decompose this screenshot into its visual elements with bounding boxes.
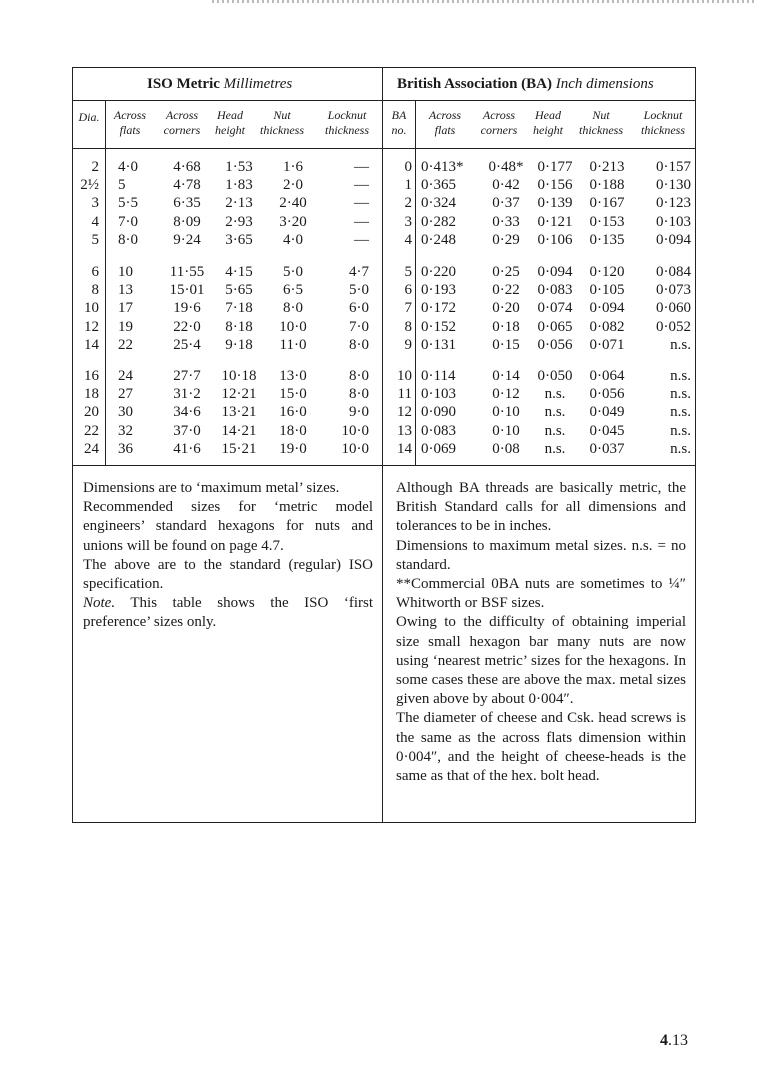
ba-cell: 0·123 (656, 195, 691, 212)
ba-cell: 0·114 (421, 368, 456, 384)
ba-note-paragraph: Owing to the difficulty of obtaining imperial size small hexagon bar many nuts are now using ‘nearest metric’ sizes for the hexagons. In some cases these are above the max. metal sizes given above by about 0·004″. (396, 614, 686, 708)
iso-cell: — (354, 159, 369, 175)
scan-edge-marks (212, 0, 757, 3)
ba-cell: 7 (404, 300, 412, 317)
iso-cell: 10 (84, 300, 99, 317)
ba-cell: 0·10 (492, 404, 520, 421)
ba-cell: 4 (404, 231, 412, 248)
iso-cell: 8·0 (349, 336, 369, 353)
header-text: Head (217, 108, 243, 122)
ba-header-5 (569, 108, 633, 138)
ba-cell: 0·172 (421, 300, 456, 317)
header-text: height (533, 123, 563, 137)
ba-cell: 0·106 (537, 231, 573, 248)
header-text: corners (163, 123, 201, 137)
ba-note-paragraph: The diameter of cheese and Csk. head screws is the same as the across flats dimension within 0·004″, and the height of cheese-heads is the same as that of the hex. bolt head. (396, 710, 686, 785)
ba-note-paragraph: Dimensions to maximum metal sizes. n.s. = no standard. (396, 537, 686, 573)
iso-cell: 9·18 (225, 336, 253, 353)
ba-cell: 0·177 (537, 159, 573, 175)
ba-cell: 0·065 (537, 318, 573, 335)
iso-cell: 3 (91, 195, 99, 212)
iso-cell: 36 (118, 440, 133, 457)
header-text: Head (535, 108, 561, 122)
iso-header-1 (73, 110, 105, 125)
iso-cell: 8·0 (118, 231, 138, 248)
ba-cell: 0·08 (492, 440, 520, 457)
ba-cell: n.s. (670, 404, 691, 421)
ba-cell: 0 (404, 159, 412, 175)
ba-cell: 0·153 (589, 213, 625, 230)
iso-cell: 22 (84, 422, 99, 439)
iso-cell: 15·0 (279, 386, 307, 403)
ba-cell: 13 (397, 422, 412, 439)
ba-header-1 (382, 108, 416, 138)
ba-cell: n.s. (670, 422, 691, 439)
ba-note-paragraph: Although BA threads are basically metric, the British Standard calls for all dimensions and tolerances to be in inches. (396, 480, 686, 535)
ba-cell: 0·324 (421, 195, 456, 212)
iso-cell: 8·0 (349, 386, 369, 403)
header-text: thickness (641, 123, 685, 137)
ba-cell: n.s. (670, 386, 691, 403)
iso-cell: 13 (118, 282, 133, 299)
iso-cell: 18·0 (279, 422, 307, 439)
ba-header-4 (523, 108, 573, 138)
ba-cell: n.s. (670, 336, 691, 353)
iso-header-3 (155, 108, 209, 138)
ba-cell: 0·052 (656, 318, 691, 335)
iso-cell: 30 (118, 404, 133, 421)
ba-cell: 5 (404, 264, 412, 280)
ba-header-6 (629, 108, 697, 138)
iso-cell: 24 (84, 440, 99, 457)
iso-cell: 5 (118, 177, 126, 194)
header-text: Locknut (327, 108, 367, 122)
iso-cell: 14·21 (221, 422, 257, 439)
iso-cell: 5·0 (283, 264, 303, 280)
ba-cell: 0·29 (492, 231, 520, 248)
ba-cell: n.s. (544, 440, 566, 457)
iso-cell: 4·15 (225, 264, 253, 280)
iso-cell: 2·40 (279, 195, 307, 212)
iso-cell: 7·0 (118, 213, 138, 230)
iso-cell: 24 (118, 368, 133, 384)
ba-cell: 0·14 (492, 368, 520, 384)
iso-cell: 17 (118, 300, 133, 317)
iso-cell: 37·0 (173, 422, 201, 439)
header-text: Across (482, 108, 516, 122)
ba-cell: 10 (397, 368, 412, 384)
ba-cell: 11 (397, 386, 412, 403)
iso-cell: 32 (118, 422, 133, 439)
ba-cell: 6 (404, 282, 412, 299)
ba-cell: 0·130 (656, 177, 691, 194)
ba-cell: 0·045 (589, 422, 625, 439)
ba-cell: 0·10 (492, 422, 520, 439)
ba-cell: 0·193 (421, 282, 456, 299)
iso-cell: 16·0 (279, 404, 307, 421)
iso-cell: 5·5 (118, 195, 138, 212)
iso-title: ISO Metric Millimetres (147, 76, 293, 92)
iso-cell: 8·0 (283, 300, 303, 317)
iso-cell: 27·7 (173, 368, 201, 384)
iso-cell: 19 (118, 318, 133, 335)
ba-notes (396, 479, 686, 786)
iso-cell: 7·0 (349, 318, 369, 335)
ba-cell: 0·060 (656, 300, 691, 317)
ba-cell: 0·282 (421, 213, 456, 230)
iso-cell: 15·01 (169, 282, 205, 299)
header-text: Across (165, 108, 199, 122)
iso-cell: 5·0 (349, 282, 369, 299)
iso-cell: 20 (84, 404, 99, 421)
iso-note-paragraph: Dimensions are to ‘maximum metal’ sizes. (83, 480, 340, 496)
iso-cell: 11·0 (279, 336, 307, 353)
ba-cell: 0·37 (492, 195, 520, 212)
header-text: flats (119, 123, 141, 137)
ba-cell: 0·188 (589, 177, 625, 194)
ba-cell: 0·083 (421, 422, 456, 439)
ba-cell: 0·050 (537, 368, 573, 384)
iso-cell: 5·65 (225, 282, 253, 299)
iso-cell: 15·21 (221, 440, 257, 457)
thread-dimensions-table (72, 67, 696, 823)
header-text: Nut (273, 108, 291, 122)
ba-cell: 12 (397, 404, 412, 421)
iso-cell: 22 (118, 336, 133, 353)
iso-note-paragraph: Recommended sizes for ‘metric model engineers’ standard hexagons for nuts and unions will be found on page 4.7. (83, 499, 373, 554)
iso-cell: 6 (91, 264, 99, 280)
iso-cell: 14 (84, 336, 99, 353)
ba-cell: 1 (404, 177, 412, 194)
header-text: BA (391, 108, 407, 122)
iso-cell: — (354, 195, 369, 212)
iso-cell: 3·65 (225, 231, 253, 248)
header-text: thickness (260, 123, 304, 137)
ba-cell: 0·056 (589, 386, 625, 403)
ba-cell: 0·220 (421, 264, 456, 280)
ba-cell: 0·073 (656, 282, 691, 299)
ba-cell: 0·083 (537, 282, 573, 299)
ba-cell: 0·167 (589, 195, 625, 212)
ba-cell: n.s. (544, 404, 566, 421)
iso-cell: 4·7 (349, 264, 369, 280)
iso-cell: 11·55 (169, 264, 205, 280)
ba-cell: 0·069 (421, 440, 456, 457)
iso-cell: 1·83 (225, 177, 253, 194)
iso-header-2 (107, 108, 153, 138)
iso-cell: 12 (84, 318, 99, 335)
notes-rule (73, 465, 695, 466)
iso-cell: 2½ (80, 177, 99, 194)
iso-cell: 1·6 (283, 159, 303, 175)
ba-cell: 8 (404, 318, 412, 335)
iso-cell: 2·0 (283, 177, 303, 194)
ba-cell: 0·152 (421, 318, 456, 335)
iso-cell: 13·0 (279, 368, 307, 384)
iso-cell: 2 (91, 159, 99, 175)
header-text: thickness (579, 123, 623, 137)
ba-cell: 0·037 (589, 440, 625, 457)
ba-cell: 0·064 (589, 368, 625, 384)
iso-cell: 4·0 (118, 159, 138, 175)
page-number: 4.13 (660, 1032, 688, 1049)
iso-cell: 10·0 (341, 440, 369, 457)
ba-cell: n.s. (544, 422, 566, 439)
iso-cell: 6·5 (283, 282, 303, 299)
header-text: thickness (325, 123, 369, 137)
header-text: flats (434, 123, 456, 137)
ba-cell: 0·248 (421, 231, 456, 248)
ba-cell: 0·22 (492, 282, 520, 299)
iso-cell: 9·0 (349, 404, 369, 421)
iso-cell: 8·09 (173, 213, 201, 230)
iso-cell: 7·18 (225, 300, 253, 317)
iso-cell: 3·20 (279, 213, 307, 230)
iso-cell: 4·78 (173, 177, 201, 194)
ba-cell: 0·18 (492, 318, 520, 335)
ba-cell: 0·074 (537, 300, 573, 317)
ba-title: British Association (BA) Inch dimensions (397, 76, 654, 92)
iso-cell: 8·18 (225, 318, 253, 335)
ba-cell: 0·090 (421, 404, 456, 421)
iso-cell: 6·35 (173, 195, 201, 212)
ba-cell: 3 (404, 213, 412, 230)
ba-cell: 0·20 (492, 300, 520, 317)
ba-cell: 0·105 (589, 282, 625, 299)
ba-cell: n.s. (670, 368, 691, 384)
ba-cell: 0·120 (589, 264, 625, 280)
iso-cell: 8 (91, 282, 99, 299)
ba-note-paragraph: **Commercial 0BA nuts are sometimes to ¼″ Whitworth or BSF sizes. (396, 576, 686, 612)
ba-cell: n.s. (544, 386, 566, 403)
ba-cell: 0·25 (492, 264, 520, 280)
ba-cell: 2 (404, 195, 412, 212)
ba-cell: 0·365 (421, 177, 456, 194)
ba-cell: 0·121 (537, 213, 573, 230)
iso-cell: 4·68 (173, 159, 201, 175)
iso-cell: 13·21 (221, 404, 257, 421)
header-text: Locknut (643, 108, 683, 122)
iso-cell: 41·6 (173, 440, 201, 457)
iso-dia-divider (105, 100, 106, 465)
iso-cell: 18 (84, 386, 99, 403)
ba-cell: 0·103 (421, 386, 456, 403)
ba-cell: 0·071 (589, 336, 625, 353)
iso-cell: 12·21 (221, 386, 257, 403)
iso-note-paragraph (83, 594, 373, 632)
ba-cell: 0·135 (589, 231, 625, 248)
iso-cell: 6·0 (349, 300, 369, 317)
ba-header-3 (471, 108, 527, 138)
iso-cell: 1·53 (225, 159, 253, 175)
iso-cell: 16 (84, 368, 99, 384)
ba-cell: 0·157 (656, 159, 691, 175)
iso-cell: 2·13 (225, 195, 253, 212)
header-text: Nut (592, 108, 610, 122)
header-text: Dia. (78, 110, 100, 124)
iso-cell: 8·0 (349, 368, 369, 384)
header-text: no. (391, 123, 407, 137)
ba-cell: n.s. (670, 440, 691, 457)
ba-cell: 0·12 (492, 386, 520, 403)
note-label: Note. (83, 595, 116, 612)
iso-notes (83, 479, 373, 633)
ba-cell: 0·42 (492, 177, 520, 194)
ba-cell: 0·049 (589, 404, 625, 421)
ba-cell: 0·103 (656, 213, 691, 230)
iso-cell: — (354, 177, 369, 194)
iso-cell: 31·2 (173, 386, 201, 403)
iso-cell: 34·6 (173, 404, 201, 421)
iso-cell: 9·24 (173, 231, 201, 248)
ba-cell: 0·056 (537, 336, 573, 353)
iso-cell: 5 (91, 231, 99, 248)
ba-cell: 0·131 (421, 336, 456, 353)
ba-cell: 0·094 (537, 264, 573, 280)
iso-cell: — (354, 213, 369, 230)
iso-cell: 10·18 (221, 368, 257, 384)
iso-cell: 10·0 (341, 422, 369, 439)
header-rule (73, 148, 695, 149)
header-text: corners (480, 123, 518, 137)
iso-header-4 (205, 108, 255, 138)
iso-cell: 25·4 (173, 336, 201, 353)
iso-cell: 2·93 (225, 213, 253, 230)
ba-cell: 0·084 (656, 264, 691, 280)
ba-cell: 0·094 (656, 231, 691, 248)
ba-cell: 0·413* (421, 159, 464, 175)
iso-cell: 10·0 (279, 318, 307, 335)
ba-cell: 0·48* (488, 159, 524, 175)
title-rule (73, 100, 695, 101)
ba-cell: 14 (397, 440, 412, 457)
ba-cell: 0·33 (492, 213, 520, 230)
header-text: height (215, 123, 245, 137)
iso-note-paragraph: The above are to the standard (regular) ISO specification. (83, 556, 373, 593)
iso-cell: 19·0 (279, 440, 307, 457)
note-text: This table shows the ISO ‘first preference’ sizes only. (83, 595, 373, 631)
ba-cell: 0·094 (589, 300, 625, 317)
iso-cell: 27 (118, 386, 133, 403)
iso-cell: 4 (91, 213, 99, 230)
iso-header-5 (249, 108, 315, 138)
ba-cell: 0·213 (589, 159, 625, 175)
iso-cell: — (354, 231, 369, 248)
header-text: Across (428, 108, 462, 122)
iso-cell: 19·6 (173, 300, 201, 317)
header-text: Across (113, 108, 147, 122)
ba-cell: 0·139 (537, 195, 573, 212)
ba-header-2 (417, 108, 473, 138)
ba-cell: 0·156 (537, 177, 573, 194)
iso-cell: 22·0 (173, 318, 201, 335)
iso-cell: 4·0 (283, 231, 303, 248)
ba-cell: 9 (404, 336, 412, 353)
ba-cell: 0·15 (492, 336, 520, 353)
ba-cell: 0·082 (589, 318, 625, 335)
iso-cell: 10 (118, 264, 133, 280)
iso-header-6 (313, 108, 381, 138)
